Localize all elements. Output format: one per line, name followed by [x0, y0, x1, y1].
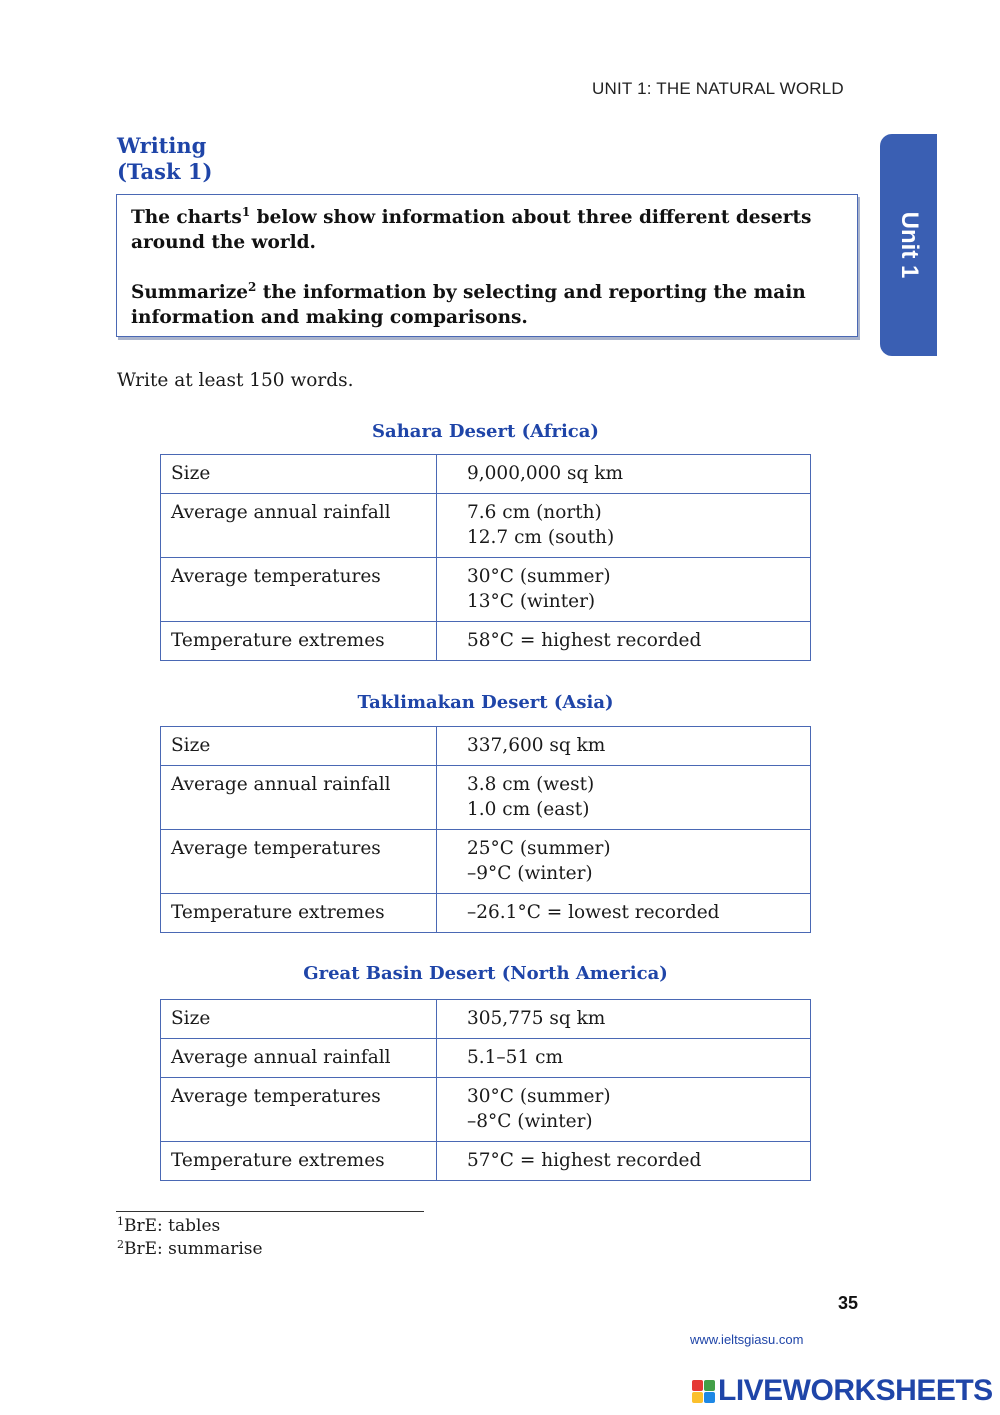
section-title-line2: (Task 1): [117, 159, 213, 184]
word-count-instruction: Write at least 150 words.: [117, 370, 354, 391]
table-row: [161, 455, 811, 494]
row-value: [437, 1142, 811, 1181]
liveworksheets-icon: [692, 1380, 715, 1403]
table-row: [161, 830, 811, 894]
source-url[interactable]: www.ieltsgiasu.com: [690, 1332, 804, 1347]
table-great-basin: [160, 999, 811, 1181]
section-title-line1: Writing: [117, 133, 207, 158]
section-title: [117, 133, 212, 185]
unit-tab-label: Unit 1: [895, 211, 923, 279]
footnote-number: 1: [117, 1215, 124, 1228]
task-prompt-1-start: The charts: [131, 207, 242, 228]
logo-square-3: [692, 1392, 703, 1403]
task-prompt-1-end: below show information about three different deserts around the world.: [131, 207, 812, 253]
value-line-1: 9,000,000 sq km: [467, 463, 624, 484]
footnote-ref-2: 2: [248, 280, 257, 294]
value-line-1: 7.6 cm (north): [467, 502, 602, 523]
row-value: [437, 1078, 811, 1142]
footnote: [117, 1238, 263, 1261]
value-line-2: –9°C (winter): [467, 863, 593, 884]
value-line-1: 25°C (summer): [467, 838, 611, 859]
row-label: Average annual rainfall: [161, 1039, 437, 1078]
row-value: [437, 727, 811, 766]
row-label: Size: [161, 727, 437, 766]
footnotes: [117, 1215, 263, 1261]
unit-tab: [880, 134, 937, 356]
table-row: [161, 622, 811, 661]
value-line-2: 1.0 cm (east): [467, 799, 590, 820]
row-value: [437, 558, 811, 622]
table-taklimakan: [160, 726, 811, 933]
row-label: Size: [161, 1000, 437, 1039]
table-row: [161, 1142, 811, 1181]
table-row: [161, 766, 811, 830]
table-row: [161, 494, 811, 558]
task-prompt-1: [131, 205, 843, 255]
row-value: [437, 622, 811, 661]
table-title-taklimakan: Taklimakan Desert (Asia): [357, 692, 614, 713]
running-head: UNIT 1: THE NATURAL WORLD: [592, 79, 844, 98]
table-title-great-basin: Great Basin Desert (North America): [303, 963, 668, 984]
value-line-1: 57°C = highest recorded: [467, 1150, 702, 1171]
footnote-number: 2: [117, 1238, 124, 1251]
logo-square-1: [692, 1380, 703, 1391]
task-box: [116, 194, 858, 337]
value-line-1: 305,775 sq km: [467, 1008, 606, 1029]
row-label: Temperature extremes: [161, 894, 437, 933]
row-label: Average annual rainfall: [161, 766, 437, 830]
table-row: [161, 727, 811, 766]
page-number: 35: [838, 1293, 859, 1313]
row-value: [437, 1000, 811, 1039]
value-line-1: 30°C (summer): [467, 1086, 611, 1107]
row-label: Temperature extremes: [161, 1142, 437, 1181]
table-title-sahara: Sahara Desert (Africa): [372, 421, 599, 442]
row-value: [437, 894, 811, 933]
row-label: Average annual rainfall: [161, 494, 437, 558]
footnote-ref-1: 1: [241, 205, 251, 219]
row-value: [437, 1039, 811, 1078]
value-line-1: 58°C = highest recorded: [467, 630, 702, 651]
row-label: Temperature extremes: [161, 622, 437, 661]
task-prompt-2: [131, 280, 843, 330]
logo-square-4: [704, 1392, 715, 1403]
value-line-1: 3.8 cm (west): [467, 774, 595, 795]
logo-square-2: [704, 1380, 715, 1391]
brand-name: LIVEWORKSHEETS: [718, 1374, 993, 1407]
table-row: [161, 1039, 811, 1078]
value-line-2: 12.7 cm (south): [467, 527, 615, 548]
footnote-divider: [116, 1211, 424, 1212]
brand-logo: [692, 1374, 993, 1408]
value-line-1: 337,600 sq km: [467, 735, 606, 756]
table-sahara: [160, 454, 811, 661]
value-line-1: –26.1°C = lowest recorded: [467, 902, 720, 923]
value-line-1: 5.1–51 cm: [467, 1047, 563, 1068]
footnote-text: BrE: tables: [124, 1216, 221, 1236]
footnote: [117, 1215, 263, 1238]
value-line-1: 30°C (summer): [467, 566, 611, 587]
task-prompt-2-end: the information by selecting and reporting the main information and making comparisons.: [131, 282, 806, 328]
row-label: Average temperatures: [161, 1078, 437, 1142]
value-line-2: 13°C (winter): [467, 591, 596, 612]
value-line-2: –8°C (winter): [467, 1111, 593, 1132]
footnote-text: BrE: summarise: [124, 1239, 263, 1259]
row-value: [437, 494, 811, 558]
row-label: Average temperatures: [161, 830, 437, 894]
table-row: [161, 558, 811, 622]
table-row: [161, 894, 811, 933]
table-row: [161, 1078, 811, 1142]
row-value: [437, 455, 811, 494]
row-value: [437, 830, 811, 894]
row-value: [437, 766, 811, 830]
row-label: Size: [161, 455, 437, 494]
row-label: Average temperatures: [161, 558, 437, 622]
task-prompt-2-start: Summarize: [131, 282, 248, 303]
table-row: [161, 1000, 811, 1039]
